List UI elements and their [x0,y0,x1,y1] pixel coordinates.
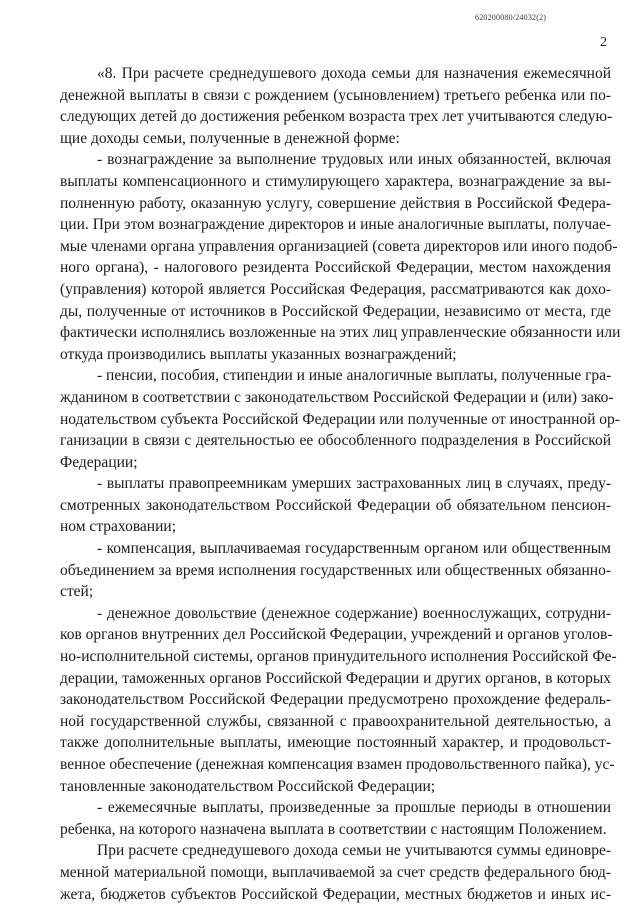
text-line: нодательством субъекта Российской Федерации или полученные от иностранной ор- [60,410,620,428]
text-line: денежной выплаты в связи с рождением (усыновлением) третьего ребенка или по- [60,86,611,104]
text-line: также дополнительные выплаты, имеющие постоянный характер, и продовольст- [60,734,611,752]
page-number: 2 [600,35,607,50]
text-line: ции. При этом вознаграждение директоров и иные аналогичные выплаты, получае- [60,216,611,234]
text-line: стей; [60,583,94,601]
text-line: - пенсии, пособия, стипендии и иные аналогичные выплаты, полученные гра- [97,367,612,385]
text-line: жета, бюджетов субъектов Российской Федерации, местных бюджетов и иных ис- [60,885,611,903]
text-line: - выплаты правопреемникам умерших застрахованных лиц в случаях, преду- [97,475,611,493]
text-line: При расчете среднедушевого дохода семьи не учитываются суммы единовре- [97,842,611,860]
text-line: смотренных законодательством Российской Федерации об обязательном пенсион- [60,496,611,514]
text-line: (управления) которой является Российская Федерация, рассматриваются как дохо- [60,280,611,298]
text-line: тановленные законодательством Российской Федерации; [60,777,436,795]
text-line: законодательством Российской Федерации предусмотрено прохождение федераль- [60,691,611,709]
text-line: ного органа), - налогового резидента Российской Федерации, местом нахождения [60,259,611,277]
text-line: объединением за время исполнения государственных или общественных обязанно- [60,561,611,579]
text-line: но-исполнительной системы, органов принудительного исполнения Российской Фе- [60,648,617,666]
text-line: ребенка, на которого назначена выплата в соответствии с настоящим Положением. [60,820,607,838]
text-line: ков органов внутренних дел Российской Федерации, учреждений и органов уголов- [60,626,613,644]
text-line: - компенсация, выплачиваемая государственным органом или общественным [97,540,611,558]
document-code: 620200080/24032(2) [475,13,547,22]
text-line: дерации, таможенных органов Российской Федерации и других органов, в которых [60,669,611,687]
text-line: мые членами органа управления организацией (совета директоров или иного подоб- [60,237,618,255]
text-line: Федерации; [60,453,138,471]
text-line: полненную работу, оказанную услугу, совершение действия в Российской Федера- [60,194,611,212]
text-line: выплаты компенсационного и стимулирующего характера, вознаграждение за вы- [60,172,611,190]
text-line: - ежемесячные выплаты, произведенные за прошлые периоды в отношении [97,799,611,817]
text-line: ном страховании; [60,518,177,536]
text-line: ной государственной службы, связанной с правоохранительной деятельностью, а [60,712,611,730]
text-line: менной материальной помощи, выплачиваемой за счет средств федерального бюд- [60,863,611,881]
text-line: венное обеспечение (денежная компенсация взамен продовольственного пайка), ус- [60,756,615,773]
text-line: следующих детей до достижения ребенком возраста трех лет учитываются следую- [60,108,613,126]
text-line: щие доходы семьи, полученные в денежной форме: [60,129,400,147]
text-line: жданином в соответствии с законодательством Российской Федерации и (или) зако- [60,388,614,406]
text-line: фактически исполнялись возложенные на этих лиц управленческие обязанности или [60,324,621,342]
text-line: - денежное довольствие (денежное содержание) военнослужащих, сотрудни- [97,604,611,622]
text-line: - вознаграждение за выполнение трудовых или иных обязанностей, включая [97,151,611,169]
text-line: откуда производились выплаты указанных вознаграждений; [60,345,457,363]
text-line: «8. При расчете среднедушевого дохода семьи для назначения ежемесячной [97,65,611,82]
document-body [60,63,621,905]
text-line: ды, полученные от источников в Российской Федерации, независимо от места, где [60,302,611,320]
text-line: ганизации в связи с деятельностью ее обособленного подразделения в Российской [60,432,611,450]
